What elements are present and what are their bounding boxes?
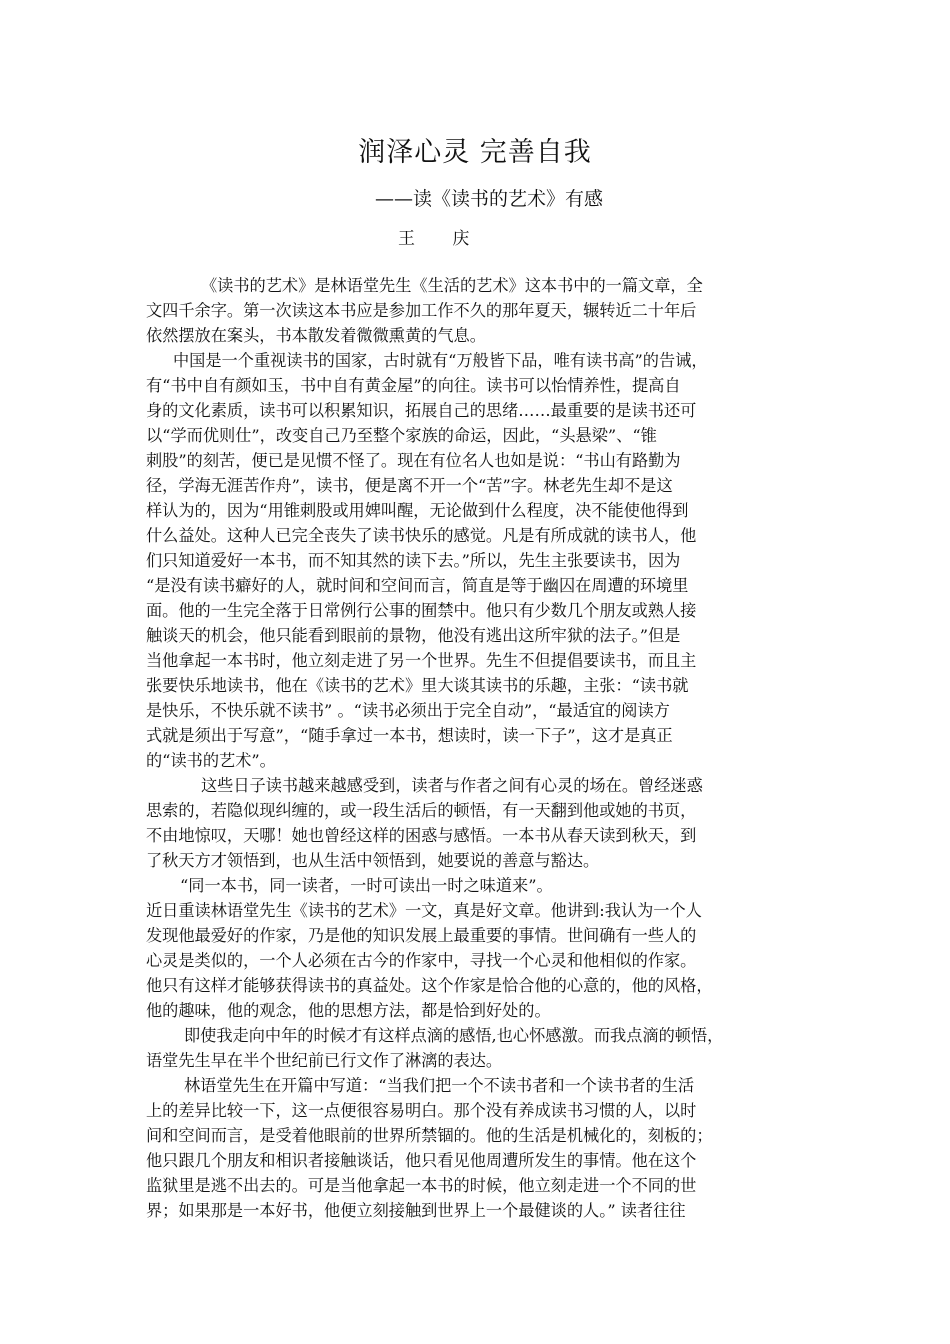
text-line: 了秋天方才领悟到，也从生活中领悟到，她要说的善意与豁达。	[146, 851, 600, 870]
text-line: 身的文化素质，读书可以积累知识，拓展自己的思绪……最重要的是读书还可	[146, 401, 697, 420]
text-line: 式就是须出于写意”，“随手拿过一本书，想读时，读一下子”，这才是真正	[146, 726, 673, 745]
text-line: 上的差异比较一下，这一点便很容易明白。那个没有养成读书习惯的人，以时	[146, 1101, 697, 1120]
text-line: 近日重读林语堂先生《读书的艺术》一文，真是好文章。他讲到:我认为一个人	[146, 901, 702, 920]
document-subtitle: ——读《读书的艺术》有感	[375, 188, 604, 210]
text-line: 张要快乐地读书，他在《读书的艺术》里大谈其读书的乐趣，主张：“读书就	[146, 676, 689, 695]
text-line: 依然摆放在案头，书本散发着微微熏黄的气息。	[146, 326, 486, 345]
text-line: 他只跟几个朋友和相识者接触谈话，他只看见他周遭所发生的事情。他在这个	[146, 1151, 697, 1170]
text-line: 文四千余字。第一次读这本书应是参加工作不久的那年夏天，辗转近二十年后	[146, 301, 697, 320]
text-line: 发现他最爱好的作家，乃是他的知识发展上最重要的事情。世间确有一些人的	[146, 926, 697, 945]
article-body	[146, 273, 806, 1223]
text-line: 中国是一个重视读书的国家，古时就有“万般皆下品，唯有读书高”的告诫，	[173, 351, 708, 370]
text-line: 有“书中自有颜如玉，书中自有黄金屋”的向往。读书可以怡情养性，提高自	[146, 376, 681, 395]
text-line: 林语堂先生在开篇中写道：“当我们把一个不读书者和一个读书者的生活	[184, 1076, 695, 1095]
text-line: 即使我走向中年的时候才有这样点滴的感悟,也心怀感激。而我点滴的顿悟，	[184, 1026, 724, 1045]
document-title: 润泽心灵 完善自我	[358, 137, 592, 168]
text-line: 是快乐，不快乐就不读书” 。“读书必须出于完全自动”，“最适宜的阅读方	[146, 701, 670, 720]
text-line: 当他拿起一本书时，他立刻走进了另一个世界。先生不但提倡要读书，而且主	[146, 651, 697, 670]
text-line: 触谈天的机会，他只能看到眼前的景物，他没有逃出这所牢狱的法子。”但是	[146, 626, 681, 645]
document-author: 王 庆	[398, 229, 486, 249]
text-line: 心灵是类似的，一个人必须在古今的作家中，寻找一个心灵和他相似的作家。	[146, 951, 697, 970]
text-line: 以“学而优则仕”，改变自己乃至整个家族的命运，因此，“头悬梁”、“锥	[146, 426, 657, 445]
text-line: 这些日子读书越来越感受到，读者与作者之间有心灵的场在。曾经迷惑	[201, 776, 703, 795]
text-line: 的“读书的艺术”。	[146, 751, 276, 770]
text-line: 界；如果那是一本好书，他便立刻接触到世界上一个最健谈的人。” 读者往往	[146, 1201, 686, 1220]
text-line: 思索的，若隐似现纠缠的，或一段生活后的顿悟，有一天翻到他或她的书页，	[146, 801, 697, 820]
text-line: 们只知道爱好一本书，而不知其然的读下去。”所以，先生主张要读书，因为	[146, 551, 681, 570]
text-line: 样认为的，因为“用锥刺股或用婢叫醒，无论做到什么程度，决不能使他得到	[146, 501, 689, 520]
text-line: 刺股”的刻苦，便已是见惯不怪了。现在有位名人也如是说：“书山有路勤为	[146, 451, 681, 470]
text-line: 面。他的一生完全落于日常例行公事的囿禁中。他只有少数几个朋友或熟人接	[146, 601, 697, 620]
text-line: 他只有这样才能够获得读书的真益处。这个作家是恰合他的心意的，他的风格，	[146, 976, 713, 995]
text-line: 《读书的艺术》是林语堂先生《生活的艺术》这本书中的一篇文章，全	[201, 276, 703, 295]
text-line: “是没有读书癖好的人，就时间和空间而言，简直是等于幽囚在周遭的环境里	[146, 576, 689, 595]
text-line: 径，学海无涯苦作舟”，读书，便是离不开一个“苦”字。林老先生却不是这	[146, 476, 673, 495]
text-line: 监狱里是逃不出去的。可是当他拿起一本书的时候，他立刻走进一个不同的世	[146, 1176, 697, 1195]
text-line: 什么益处。这种人已完全丧失了读书快乐的感觉。凡是有所成就的读书人，他	[146, 526, 697, 545]
text-line: 间和空间而言，是受着他眼前的世界所禁锢的。他的生活是机械化的，刻板的；	[146, 1126, 713, 1145]
text-line: 不由地惊叹，天哪！她也曾经这样的困惑与感悟。一本书从春天读到秋天，到	[146, 826, 697, 845]
text-line: 语堂先生早在半个世纪前已行文作了淋漓的表达。	[146, 1051, 503, 1070]
text-line: 他的趣味，他的观念，他的思想方法，都是恰到好处的。	[146, 1001, 551, 1020]
text-line: “同一本书，同一读者，一时可读出一时之味道来”。	[180, 876, 553, 895]
